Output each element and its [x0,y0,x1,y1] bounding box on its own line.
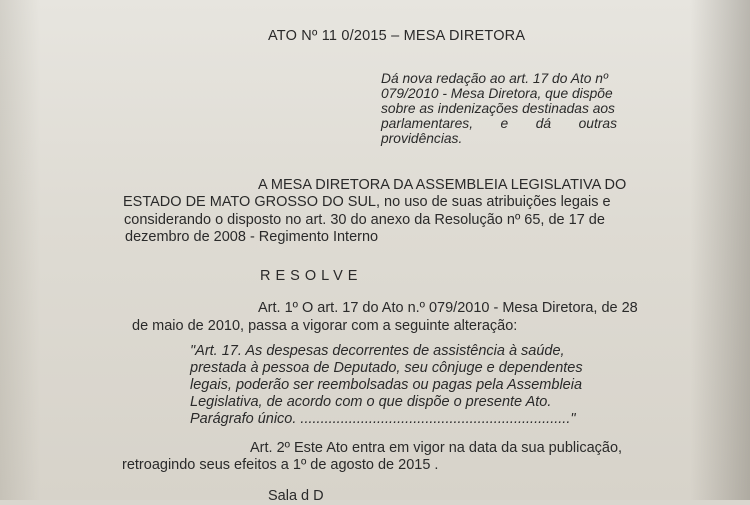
ementa-word: parlamentares, [381,116,474,131]
preamble-line-3: considerando o disposto no art. 30 do anexo da Resolução nº 65, de 17 de [124,212,605,228]
ementa-line-5: providências. [381,131,463,146]
resolve-heading: RESOLVE [260,268,363,284]
ementa-word: e [500,116,509,131]
page-shadow-left [0,0,40,500]
preamble-line-4: dezembro de 2008 - Regimento Interno [125,229,379,245]
quote-line-4: Legislativa, de acordo com o que dispõe o presente Ato. [190,394,552,410]
ementa-word: dá [535,116,552,131]
page-shadow-right [690,0,750,500]
quote-line-1: "Art. 17. As despesas decorrentes de assistência à saúde, [190,343,565,359]
ementa-word: outras [578,116,617,131]
ementa-line-3: sobre as indenizações destinadas aos [381,101,615,116]
art2-line-2: retroagindo seus efeitos a 1º de agosto de 2015 . [122,457,439,473]
ementa-line-4 [381,116,617,132]
ementa-line-2: 079/2010 - Mesa Diretora, que dispõe [381,86,613,101]
preamble-line-2: ESTADO DE MATO GROSSO DO SUL, no uso de suas atribuições legais e [123,194,611,210]
document-title: ATO Nº 11 0/2015 – MESA DIRETORA [268,28,526,44]
preamble-line-1: A MESA DIRETORA DA ASSEMBLEIA LEGISLATIVA DO [258,177,627,193]
sala-partial-text: Sala d D [268,488,324,504]
quote-line-2: prestada à pessoa de Deputado, seu cônjuge e dependentes [190,360,583,376]
quote-line-5: Parágrafo único. ..................................................................." [190,411,576,427]
ementa-line-1: Dá nova redação ao art. 17 do Ato nº [381,71,608,86]
art1-line-1: Art. 1º O art. 17 do Ato n.º 079/2010 - Mesa Diretora, de 28 [258,300,638,316]
art2-line-1: Art. 2º Este Ato entra em vigor na data da sua publicação, [250,440,623,456]
art1-line-2: de maio de 2010, passa a vigorar com a seguinte alteração: [132,318,518,334]
quote-line-3: legais, poderão ser reembolsadas ou pagas pela Assembleia [190,377,583,393]
